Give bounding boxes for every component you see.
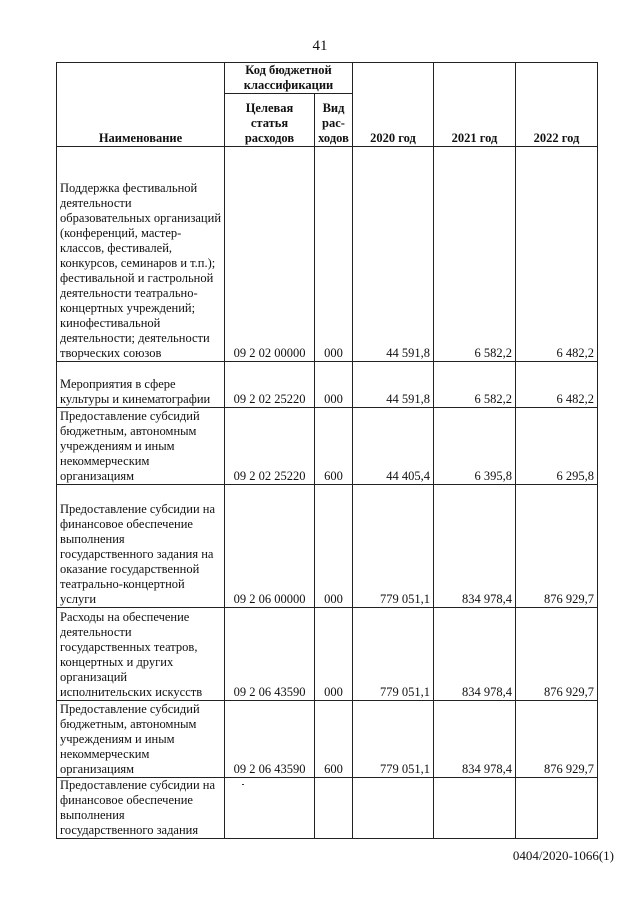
row-type: 000 (315, 485, 353, 608)
row-type: 000 (315, 608, 353, 701)
row-2021: 6 582,2 (434, 147, 516, 362)
row-type: 000 (315, 362, 353, 408)
row-2021: 834 978,4 (434, 701, 516, 778)
row-2021: 6 395,8 (434, 408, 516, 485)
row-2022: 6 482,2 (516, 362, 598, 408)
row-code: 09 2 06 00000 (225, 485, 315, 608)
row-2021: 834 978,4 (434, 608, 516, 701)
row-name: Мероприятия в сфере культуры и кинематографии (57, 362, 225, 408)
row-2022: 876 929,7 (516, 608, 598, 701)
row-name: Предоставление субсидии на финансовое обеспечение выполнения государственного задания (57, 778, 225, 839)
row-code: 09 2 02 00000 (225, 147, 315, 362)
document-number: 0404/2020-1066(1) (512, 848, 614, 863)
table-row (57, 701, 598, 778)
row-code: 09 2 06 43590 (225, 701, 315, 778)
table-row (57, 408, 598, 485)
row-2020: 779 051,1 (353, 701, 434, 778)
row-2020: 44 591,8 (353, 362, 434, 408)
row-2022 (516, 778, 598, 839)
row-2021: 834 978,4 (434, 485, 516, 608)
row-name: Предоставление субсидий бюджетным, автономным учреждениям и иным некоммерческим организациям (57, 701, 225, 778)
header-2022: 2022 год (516, 63, 598, 147)
row-type: 000 (315, 147, 353, 362)
row-type: 600 (315, 701, 353, 778)
header-2021: 2021 год (434, 63, 516, 147)
page-number: 41 (312, 38, 328, 54)
scan-mark (242, 784, 244, 785)
row-name: Предоставление субсидии на финансовое обеспечение выполнения государственного задания на оказание государственной театрально-концертной услуги (57, 485, 225, 608)
row-2020: 779 051,1 (353, 608, 434, 701)
row-2020: 779 051,1 (353, 485, 434, 608)
table-row (57, 778, 598, 839)
row-code: 09 2 06 43590 (225, 608, 315, 701)
row-2022: 876 929,7 (516, 485, 598, 608)
table-row (57, 485, 598, 608)
row-name: Предоставление субсидий бюджетным, автономным учреждениям и иным некоммерческим организациям (57, 408, 225, 485)
header-name: Наименование (57, 63, 225, 147)
row-name: Расходы на обеспечение деятельности государственных театров, концертных и других организаций исполнительских искусств (57, 608, 225, 701)
row-2022: 6 482,2 (516, 147, 598, 362)
budget-table (56, 62, 598, 839)
row-2022: 876 929,7 (516, 701, 598, 778)
row-2021 (434, 778, 516, 839)
header-target: Целевая статья расходов (225, 94, 315, 147)
table-row (57, 147, 598, 362)
row-type (315, 778, 353, 839)
row-code (225, 778, 315, 839)
row-code: 09 2 02 25220 (225, 408, 315, 485)
table-row (57, 608, 598, 701)
row-code: 09 2 02 25220 (225, 362, 315, 408)
header-code-group: Код бюджетной классификации (225, 63, 353, 94)
row-2020 (353, 778, 434, 839)
header-type: Вид рас-ходов (315, 94, 353, 147)
header-2020: 2020 год (353, 63, 434, 147)
table-row (57, 362, 598, 408)
row-2021: 6 582,2 (434, 362, 516, 408)
row-2020: 44 405,4 (353, 408, 434, 485)
row-2020: 44 591,8 (353, 147, 434, 362)
row-type: 600 (315, 408, 353, 485)
row-2022: 6 295,8 (516, 408, 598, 485)
row-name: Поддержка фестивальной деятельности образовательных организаций (конференций, мастер-классов, фестивалей, конкурсов, семинаров и т.п.); фестивальной и гастрольной деятельности театрально-концертных учреждений; кинофестивальной деятельности; деятельности творческих союзов (57, 147, 225, 362)
